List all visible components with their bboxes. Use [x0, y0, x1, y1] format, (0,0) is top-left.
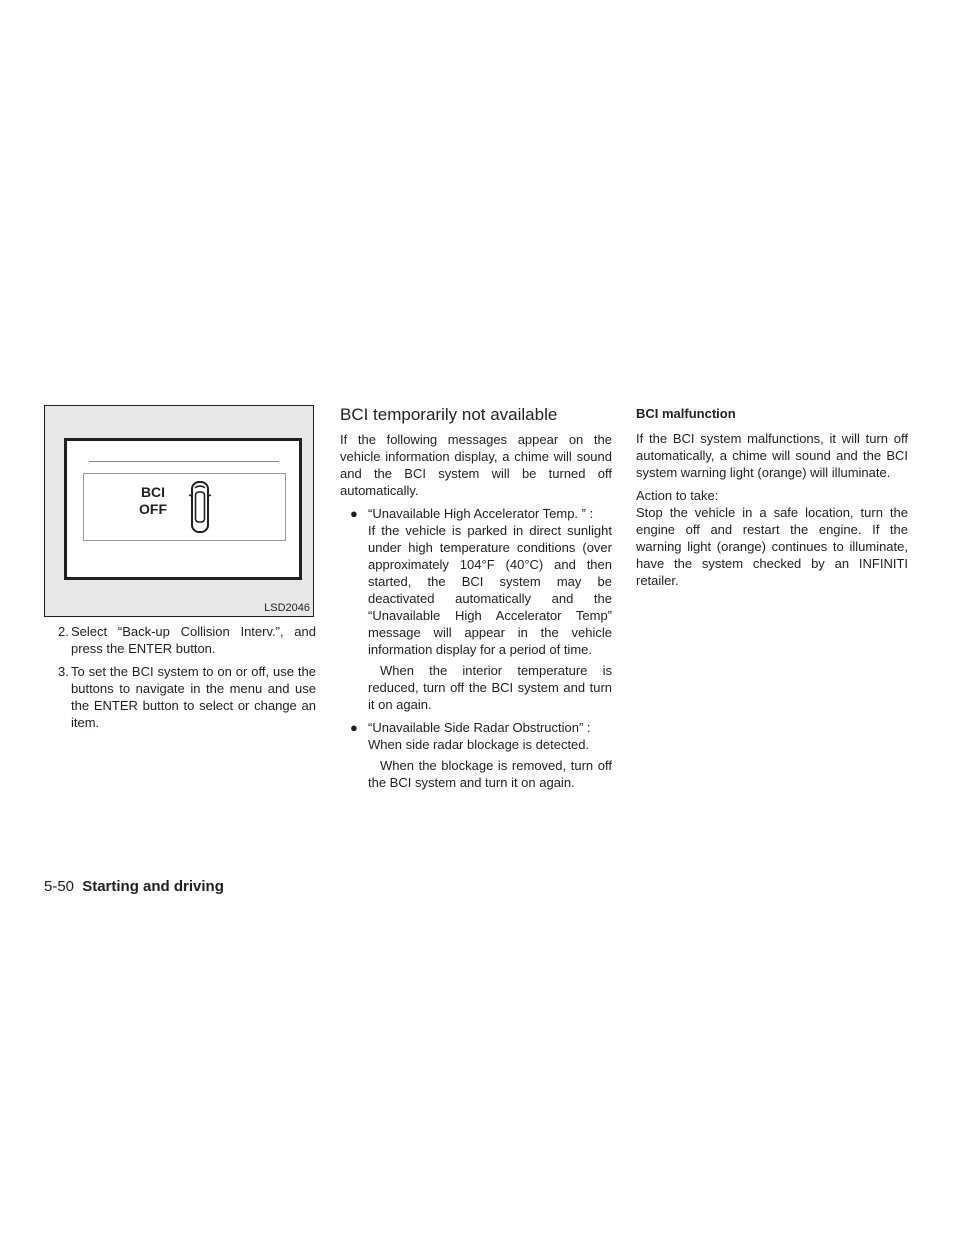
- bullet-body: When side radar blockage is detected.: [368, 737, 590, 752]
- bullet-body: If the vehicle is parked in direct sunlight under high temperature conditions (over approximately 104°F (40°C) and then started, the BCI system may be deactivated automatically and the “Unavailable High Accelerator Temp” message will appear in the vehicle information display for a period of time.: [368, 523, 612, 657]
- bci-off-label-line1: BCI: [140, 484, 166, 500]
- malfunction-heading: BCI malfunction: [636, 406, 736, 421]
- step-number: 3.: [58, 664, 69, 679]
- bullet-note: When the blockage is removed, turn off the BCI system and turn it on again.: [368, 758, 612, 790]
- step-item: [44, 663, 316, 731]
- step-text: Select “Back-up Collision Interv.”, and press the ENTER button.: [71, 624, 316, 656]
- left-column: [44, 405, 316, 737]
- bci-off-label-line2: OFF: [139, 501, 167, 517]
- bci-off-label: [132, 484, 174, 518]
- bullet-title: “Unavailable Side Radar Obstruction” :: [368, 720, 591, 735]
- steps-list: [44, 623, 316, 731]
- bullet-title: “Unavailable High Accelerator Temp. ” :: [368, 506, 594, 521]
- vehicle-top-view-icon: [188, 479, 212, 535]
- bullet-dot-icon: ●: [350, 506, 358, 521]
- page-number: 5-50: [44, 878, 75, 895]
- step-text: To set the BCI system to on or off, use the buttons to navigate in the menu and use the ENTER button to select or change an item.: [71, 664, 316, 730]
- page-footer: [44, 878, 224, 896]
- temporarily-unavailable-heading: BCI temporarily not available: [340, 405, 558, 424]
- display-panel: [83, 473, 286, 541]
- malfunction-paragraph: If the BCI system malfunctions, it will turn off automatically, a chime will sound and the BCI system warning light (orange) will illuminate.: [636, 431, 908, 480]
- display-frame: [64, 438, 302, 580]
- step-number: 2.: [58, 624, 69, 639]
- step-item: [44, 623, 316, 657]
- temporarily-intro: If the following messages appear on the vehicle information display, a chime will sound and the BCI system will be turned off automatically.: [340, 432, 612, 498]
- right-column: [636, 405, 908, 595]
- bullet-item: [340, 719, 612, 753]
- action-text: Stop the vehicle in a safe location, turn the engine off and restart the engine. If the warning light (orange) continues to illuminate, have the system checked by an INFINITI retailer.: [636, 505, 908, 588]
- figure-code: LSD2046: [264, 602, 310, 614]
- display-divider: [89, 461, 279, 462]
- middle-column: [340, 405, 612, 797]
- bullet-item: [340, 505, 612, 658]
- section-title: Starting and driving: [82, 878, 224, 895]
- action-label: Action to take:: [636, 488, 719, 503]
- bullet-dot-icon: ●: [350, 720, 358, 735]
- bullet-note: When the interior temperature is reduced, turn off the BCI system and turn it on again.: [368, 663, 612, 712]
- bci-off-illustration: [44, 405, 314, 617]
